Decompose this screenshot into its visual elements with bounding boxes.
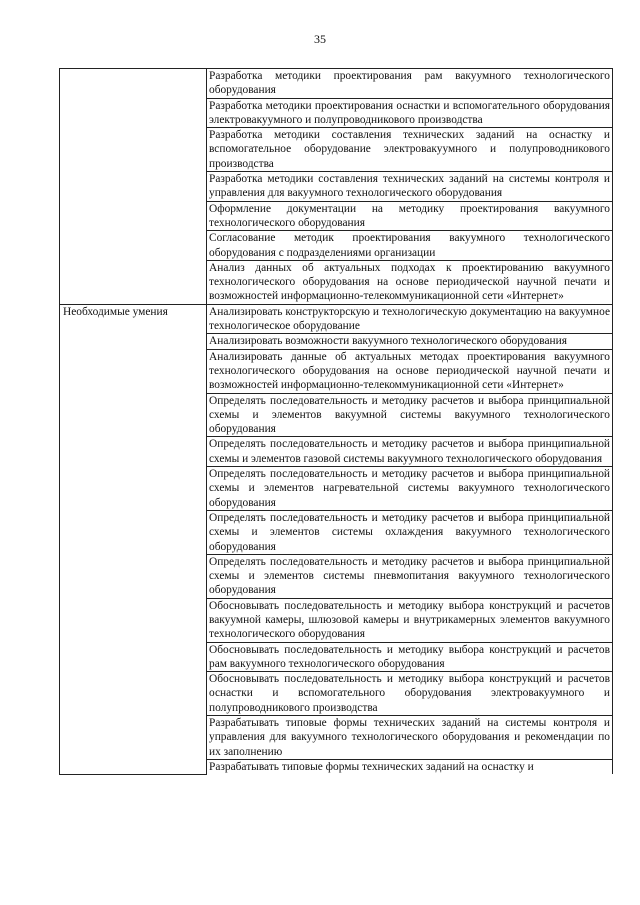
item-text: Оформление документации на методику проектирования вакуумного технологического оборудования <box>209 202 610 229</box>
item-text: Определять последовательность и методику расчетов и выбора принципиальной схемы и элементов вакуумной системы вакуумного технологического оборудования <box>209 394 610 436</box>
item-text: Обосновывать последовательность и методику выбора конструкций и расчетов вакуумной камеры, шлюзовой камеры и внутрикамерных элементов вакуумного технологического оборудования <box>209 599 610 641</box>
item-text: Разработка методики составления технических заданий на оснастку и вспомогательное оборудование электровакуумного и полупроводникового производства <box>209 129 610 170</box>
item-text: Определять последовательность и методику расчетов и выбора принципиальной схемы и элементов газовой системы вакуумного технологического оборудования <box>209 438 610 465</box>
item-text: Разработка методики составления технических заданий на системы контроля и управления для вакуумного технологического оборудования <box>209 173 610 200</box>
requirements-table-body <box>60 69 613 775</box>
item-text: Определять последовательность и методику расчетов и выбора принципиальной схемы и элементов системы пневмопитания вакуумного технологического оборудования <box>209 555 610 597</box>
item-text: Разработка методики проектирования оснастки и вспомогательного оборудования электровакуумного и полупроводникового производства <box>209 99 610 126</box>
item-cell <box>207 759 613 774</box>
item-cell <box>207 260 613 304</box>
requirements-table <box>59 68 613 775</box>
item-cell <box>207 334 613 349</box>
section-label-cell <box>60 304 207 774</box>
item-cell <box>207 128 613 172</box>
item-cell <box>207 510 613 554</box>
item-text: Анализ данных об актуальных подходах к проектированию вакуумного технологического оборудования на основе периодической научной печати и возможностей информационно-телекоммуникационной сети «Интернет» <box>209 261 610 303</box>
item-text: Разрабатывать типовые формы технических заданий на системы контроля и управления для вакуумного технологического оборудования и рекомендации по их заполнению <box>209 717 610 758</box>
item-text: Анализировать конструкторскую и технологическую документацию на вакуумное технологическое оборудование <box>209 305 610 333</box>
table-row <box>60 69 613 99</box>
item-cell <box>207 467 613 511</box>
item-cell <box>207 349 613 393</box>
section-label-cell <box>60 69 207 305</box>
item-text: Определять последовательность и методику расчетов и выбора принципиальной схемы и элементов нагревательной системы вакуумного технологического оборудования <box>209 468 610 509</box>
item-cell <box>207 304 613 334</box>
item-cell <box>207 598 613 642</box>
item-cell <box>207 69 613 99</box>
item-text: Согласование методик проектирования вакуумного технологического оборудования с подразделениями организации <box>209 232 610 259</box>
item-text: Определять последовательность и методику расчетов и выбора принципиальной схемы и элементов системы охлаждения вакуумного технологического оборудования <box>209 511 610 553</box>
item-cell <box>207 716 613 760</box>
item-cell <box>207 642 613 672</box>
table-row <box>60 304 613 334</box>
item-cell <box>207 393 613 437</box>
item-text: Разработка методики проектирования рам вакуумного технологического оборудования <box>209 70 610 97</box>
page-number: 35 <box>314 32 326 46</box>
item-cell <box>207 172 613 202</box>
item-cell <box>207 201 613 231</box>
item-cell <box>207 98 613 128</box>
item-cell <box>207 437 613 467</box>
item-text: Разрабатывать типовые формы технических заданий на оснастку и <box>209 760 534 773</box>
section-label: Необходимые умения <box>63 305 168 318</box>
item-cell <box>207 231 613 261</box>
item-cell <box>207 554 613 598</box>
item-cell <box>207 672 613 716</box>
item-text: Обосновывать последовательность и методику выбора конструкций и расчетов оснастки и вспомогательного оборудования электровакуумного и полупроводникового производства <box>209 673 610 714</box>
item-text: Анализировать данные об актуальных методах проектирования вакуумного технологического оборудования на основе периодической научной печати и возможностей информационно-телекоммуникационной сети «Интернет» <box>209 350 610 392</box>
item-text: Обосновывать последовательность и методику выбора конструкций и расчетов рам вакуумного технологического оборудования <box>209 643 610 670</box>
item-text: Анализировать возможности вакуумного технологического оборудования <box>209 335 567 348</box>
